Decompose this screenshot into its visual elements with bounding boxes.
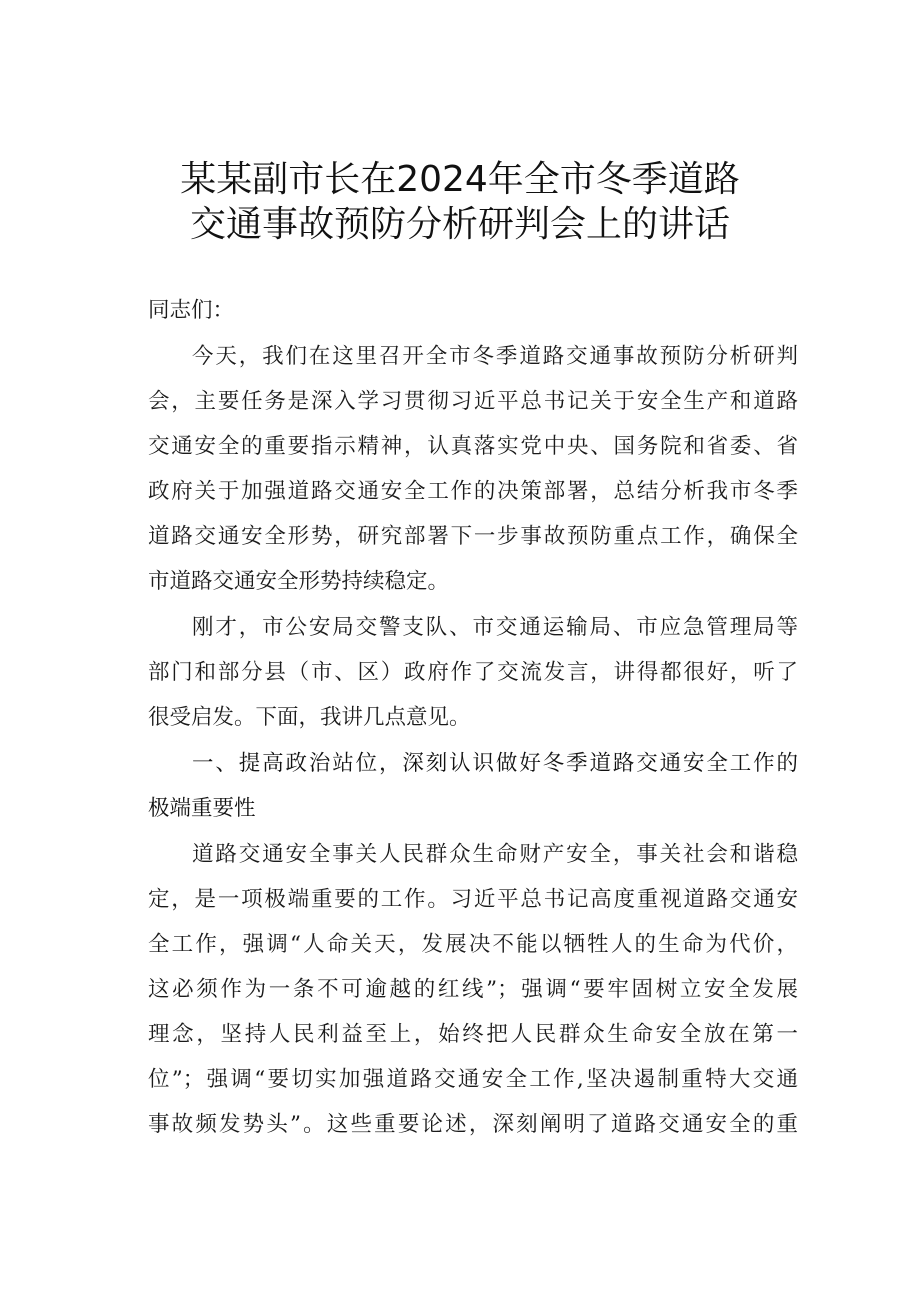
section-1-heading: 一、提高政治站位，深刻认识做好冬季道路交通安全工作的 xyxy=(192,751,798,776)
paragraph-1-line: 市道路交通安全形势持续稳定。 xyxy=(148,569,450,594)
paragraph-1-line: 会，主要任务是深入学习贯彻习近平总书记关于安全生产和道路 xyxy=(148,389,798,414)
paragraph-2-line: 很受启发。下面，我讲几点意见。 xyxy=(148,705,471,730)
paragraph-1-line: 今天，我们在这里召开全市冬季道路交通事故预防分析研判 xyxy=(192,344,798,369)
section-1-heading-continued: 极端重要性 xyxy=(148,796,256,821)
paragraph-3-line: 事故频发势头”。这些重要论述，深刻阐明了道路交通安全的重 xyxy=(148,1112,798,1137)
paragraph-3-line: 位”；强调“要切实加强道路交通安全工作,坚决遏制重特大交通 xyxy=(148,1067,798,1092)
document-title-line-1: 某某副市长在2024年全市冬季道路 xyxy=(180,159,740,200)
paragraph-2-line: 部门和部分县（市、区）政府作了交流发言，讲得都很好，听了 xyxy=(148,660,798,685)
paragraph-1-line: 政府关于加强道路交通安全工作的决策部署，总结分析我市冬季 xyxy=(148,479,798,504)
paragraph-3-line: 定，是一项极端重要的工作。习近平总书记高度重视道路交通安 xyxy=(148,887,798,912)
document-title-line-2: 交通事故预防分析研判会上的讲话 xyxy=(189,204,730,245)
paragraph-3-line: 道路交通安全事关人民群众生命财产安全，事关社会和谐稳 xyxy=(192,842,798,867)
paragraph-3-line: 这必须作为一条不可逾越的红线”；强调“要牢固树立安全发展 xyxy=(148,977,798,1002)
paragraph-1-line: 交通安全的重要指示精神，认真落实党中央、国务院和省委、省 xyxy=(148,434,798,459)
paragraph-3-line: 理念，坚持人民利益至上，始终把人民群众生命安全放在第一 xyxy=(148,1022,798,1047)
salutation: 同志们： xyxy=(148,298,235,323)
paragraph-1-line: 道路交通安全形势，研究部署下一步事故预防重点工作，确保全 xyxy=(148,524,798,549)
paragraph-2-line: 刚才，市公安局交警支队、市交通运输局、市应急管理局等 xyxy=(192,615,798,640)
paragraph-3-line: 全工作，强调“人命关天，发展决不能以牺牲人的生命为代价， xyxy=(148,932,798,957)
